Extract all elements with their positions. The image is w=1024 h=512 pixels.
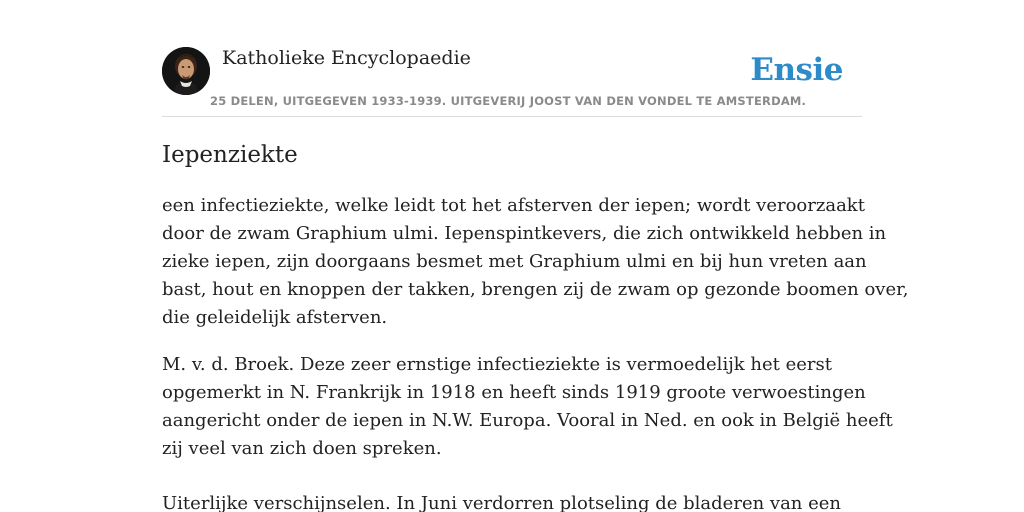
- paragraph: [162, 490, 841, 512]
- paragraph: [162, 351, 893, 463]
- site-subtitle: 25 DELEN, UITGEGEVEN 1933-1939. UITGEVERIJ JOOST VAN DEN VONDEL TE AMSTERDAM.: [210, 94, 807, 108]
- paragraph: [162, 192, 908, 332]
- brand-logo[interactable]: Ensie: [750, 52, 843, 88]
- portrait-icon: [162, 47, 210, 95]
- text-line: zieke iepen, zijn doorgaans besmet met Graphium ulmi en bij hun vreten aan: [162, 251, 867, 272]
- site-title[interactable]: Katholieke Encyclopaedie: [222, 47, 471, 69]
- text-line: zij veel van zich doen spreken.: [162, 438, 442, 459]
- text-line: M. v. d. Broek. Deze zeer ernstige infectieziekte is vermoedelijk het eerst: [162, 354, 832, 375]
- article-title: Iepenziekte: [162, 142, 298, 168]
- page-container: [162, 0, 909, 512]
- text-line: opgemerkt in N. Frankrijk in 1918 en heeft sinds 1919 groote verwoestingen: [162, 382, 866, 403]
- text-line: aangericht onder de iepen in N.W. Europa. Vooral in Ned. en ook in België heeft: [162, 410, 893, 431]
- text-line: bast, hout en knoppen der takken, brengen zij de zwam op gezonde boomen over,: [162, 279, 909, 300]
- text-line: een infectieziekte, welke leidt tot het afsterven der iepen; wordt veroorzaakt: [162, 195, 865, 216]
- text-line: Uiterlijke verschijnselen. In Juni verdorren plotseling de bladeren van een: [162, 493, 842, 512]
- text-line: door de zwam Graphium ulmi. Iepenspintkevers, die zich ontwikkeld hebben in: [162, 223, 887, 244]
- avatar[interactable]: [162, 47, 210, 95]
- site-header: [162, 0, 862, 117]
- text-line: die geleidelijk afsterven.: [162, 307, 388, 328]
